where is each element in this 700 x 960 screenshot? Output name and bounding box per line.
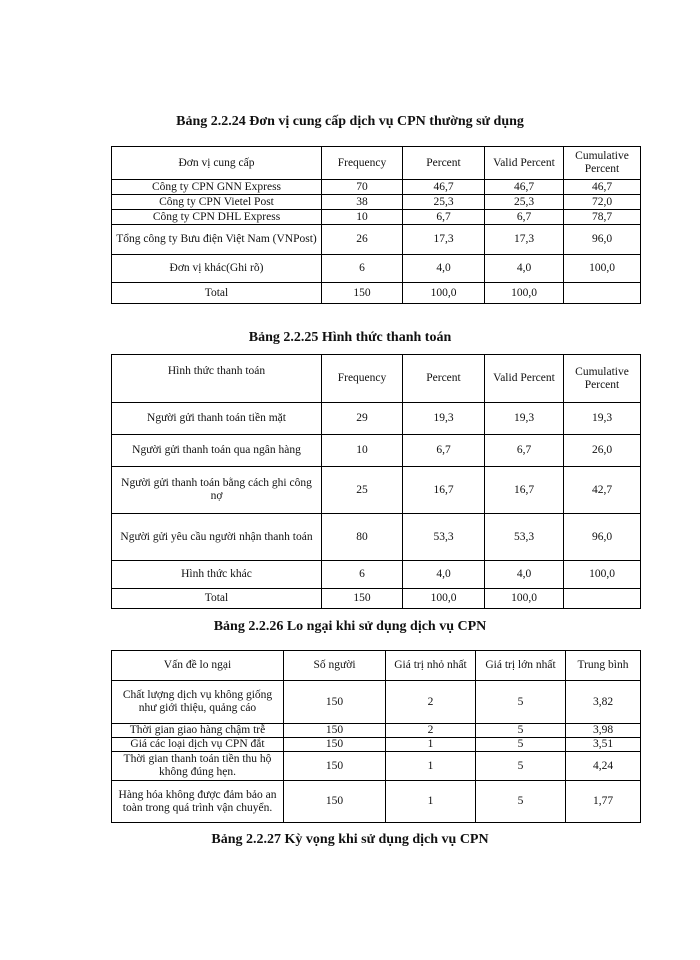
table-row [112, 681, 641, 724]
table-row [112, 781, 641, 823]
table-header-row [112, 651, 641, 681]
table-row [112, 752, 641, 781]
table-cell: 6 [322, 255, 403, 283]
table-cell: 5 [476, 724, 566, 738]
table-2-2-24-caption: Bảng 2.2.24 Đơn vị cung cấp dịch vụ CPN thường sử dụng [176, 114, 524, 129]
table-cell: 46,7 [403, 180, 485, 195]
table-cell: 100,0 [403, 283, 485, 304]
table-cell: Người gửi thanh toán tiền mặt [112, 403, 322, 435]
table-cell: Total [112, 589, 322, 609]
table-cell: 4,0 [485, 561, 564, 589]
table-cell: 46,7 [564, 180, 641, 195]
table-cell [564, 283, 641, 304]
table-cell: 78,7 [564, 210, 641, 225]
table-2-2-25 [111, 354, 641, 609]
table-row [112, 225, 641, 255]
table-header-row [112, 355, 641, 403]
table-cell: 25,3 [403, 195, 485, 210]
table-cell: Người gửi yêu cầu người nhận thanh toán [112, 514, 322, 561]
header-cell: Trung bình [566, 651, 641, 681]
header-cell: Frequency [322, 147, 403, 180]
table-cell: Thời gian giao hàng chậm trễ [112, 724, 284, 738]
table-cell: 5 [476, 681, 566, 724]
table-2-2-24 [111, 146, 641, 304]
table-cell: 70 [322, 180, 403, 195]
table-2-2-27-caption: Bảng 2.2.27 Kỳ vọng khi sử dụng dịch vụ CPN [211, 832, 489, 847]
table-cell: 80 [322, 514, 403, 561]
table-cell: 72,0 [564, 195, 641, 210]
table-cell: Total [112, 283, 322, 304]
table-cell: 16,7 [403, 467, 485, 514]
table-cell: 3,82 [566, 681, 641, 724]
header-cell: Số người [284, 651, 386, 681]
table-2-2-26-caption: Bảng 2.2.26 Lo ngại khi sử dụng dịch vụ CPN [213, 619, 487, 634]
table-cell: 150 [284, 752, 386, 781]
table-cell: 19,3 [403, 403, 485, 435]
header-cell: Giá trị nhỏ nhất [386, 651, 476, 681]
table-cell: Chất lượng dịch vụ không giống như giới thiệu, quảng cáo [112, 681, 284, 724]
table-cell: 3,98 [566, 724, 641, 738]
table-cell: 53,3 [403, 514, 485, 561]
table-cell: 3,51 [566, 738, 641, 752]
table-cell: 1 [386, 752, 476, 781]
table-cell: 2 [386, 681, 476, 724]
table-cell: 100,0 [485, 283, 564, 304]
table-cell: 10 [322, 435, 403, 467]
table-cell: 150 [284, 724, 386, 738]
table-cell: 10 [322, 210, 403, 225]
header-cell: Đơn vị cung cấp [112, 147, 322, 180]
table-cell: Công ty CPN Vietel Post [112, 195, 322, 210]
table-cell: 6,7 [403, 210, 485, 225]
table-cell: Hình thức khác [112, 561, 322, 589]
table-cell: 150 [284, 681, 386, 724]
table-cell: 150 [284, 738, 386, 752]
header-cell: Giá trị lớn nhất [476, 651, 566, 681]
table-cell: 1,77 [566, 781, 641, 823]
header-cell: Valid Percent [485, 147, 564, 180]
header-cell: Cumulative Percent [564, 147, 641, 180]
table-cell: 42,7 [564, 467, 641, 514]
header-cell: Frequency [322, 355, 403, 403]
table-cell: 26 [322, 225, 403, 255]
table-cell: 96,0 [564, 514, 641, 561]
table-row [112, 724, 641, 738]
table-cell: 17,3 [403, 225, 485, 255]
table-cell: 5 [476, 738, 566, 752]
table-cell: 38 [322, 195, 403, 210]
table-cell: 46,7 [485, 180, 564, 195]
table-cell: 96,0 [564, 225, 641, 255]
table-cell: 2 [386, 724, 476, 738]
table-cell: 1 [386, 781, 476, 823]
table-cell: 25,3 [485, 195, 564, 210]
table-cell: Công ty CPN DHL Express [112, 210, 322, 225]
table-cell: 19,3 [564, 403, 641, 435]
header-cell: Vấn đề lo ngại [112, 651, 284, 681]
table-cell: 16,7 [485, 467, 564, 514]
table-cell: 6,7 [485, 435, 564, 467]
table-cell: 6,7 [485, 210, 564, 225]
table-cell: 5 [476, 752, 566, 781]
table-row [112, 738, 641, 752]
table-row [112, 467, 641, 514]
table-cell: Công ty CPN GNN Express [112, 180, 322, 195]
header-cell: Valid Percent [485, 355, 564, 403]
table-cell: Đơn vị khác(Ghi rõ) [112, 255, 322, 283]
table-row [112, 180, 641, 195]
table-cell: 5 [476, 781, 566, 823]
table-cell: 100,0 [564, 255, 641, 283]
header-cell: Hình thức thanh toán [112, 355, 322, 403]
table-row [112, 435, 641, 467]
table-row [112, 514, 641, 561]
table-cell: 17,3 [485, 225, 564, 255]
table-cell: Thời gian thanh toán tiền thu hộ không đúng hẹn. [112, 752, 284, 781]
table-total-row [112, 283, 641, 304]
table-header-row [112, 147, 641, 180]
table-cell: 150 [322, 589, 403, 609]
header-cell: Cumulative Percent [564, 355, 641, 403]
table-cell: 1 [386, 738, 476, 752]
table-cell: Tổng công ty Bưu điện Việt Nam (VNPost) [112, 225, 322, 255]
table-cell: 19,3 [485, 403, 564, 435]
header-cell: Percent [403, 355, 485, 403]
table-cell: 4,0 [403, 561, 485, 589]
table-cell: 6,7 [403, 435, 485, 467]
table-cell: 53,3 [485, 514, 564, 561]
table-cell: Giá các loại dịch vụ CPN đắt [112, 738, 284, 752]
table-cell: 4,0 [485, 255, 564, 283]
table-cell: 150 [322, 283, 403, 304]
table-cell: Hàng hóa không được đảm bảo an toàn trong quá trình vận chuyển. [112, 781, 284, 823]
table-total-row [112, 589, 641, 609]
table-cell: Người gửi thanh toán qua ngân hàng [112, 435, 322, 467]
table-cell: 4,24 [566, 752, 641, 781]
header-cell: Percent [403, 147, 485, 180]
table-cell: 6 [322, 561, 403, 589]
table-cell: Người gửi thanh toán bằng cách ghi công nợ [112, 467, 322, 514]
table-2-2-25-caption: Bảng 2.2.25 Hình thức thanh toán [248, 330, 452, 345]
table-cell [564, 589, 641, 609]
table-cell: 25 [322, 467, 403, 514]
table-row [112, 210, 641, 225]
table-cell: 29 [322, 403, 403, 435]
table-cell: 100,0 [485, 589, 564, 609]
table-cell: 26,0 [564, 435, 641, 467]
table-cell: 150 [284, 781, 386, 823]
table-row [112, 255, 641, 283]
table-2-2-26 [111, 650, 641, 823]
table-cell: 100,0 [403, 589, 485, 609]
table-cell: 4,0 [403, 255, 485, 283]
table-row [112, 561, 641, 589]
table-cell: 100,0 [564, 561, 641, 589]
table-row [112, 195, 641, 210]
table-row [112, 403, 641, 435]
